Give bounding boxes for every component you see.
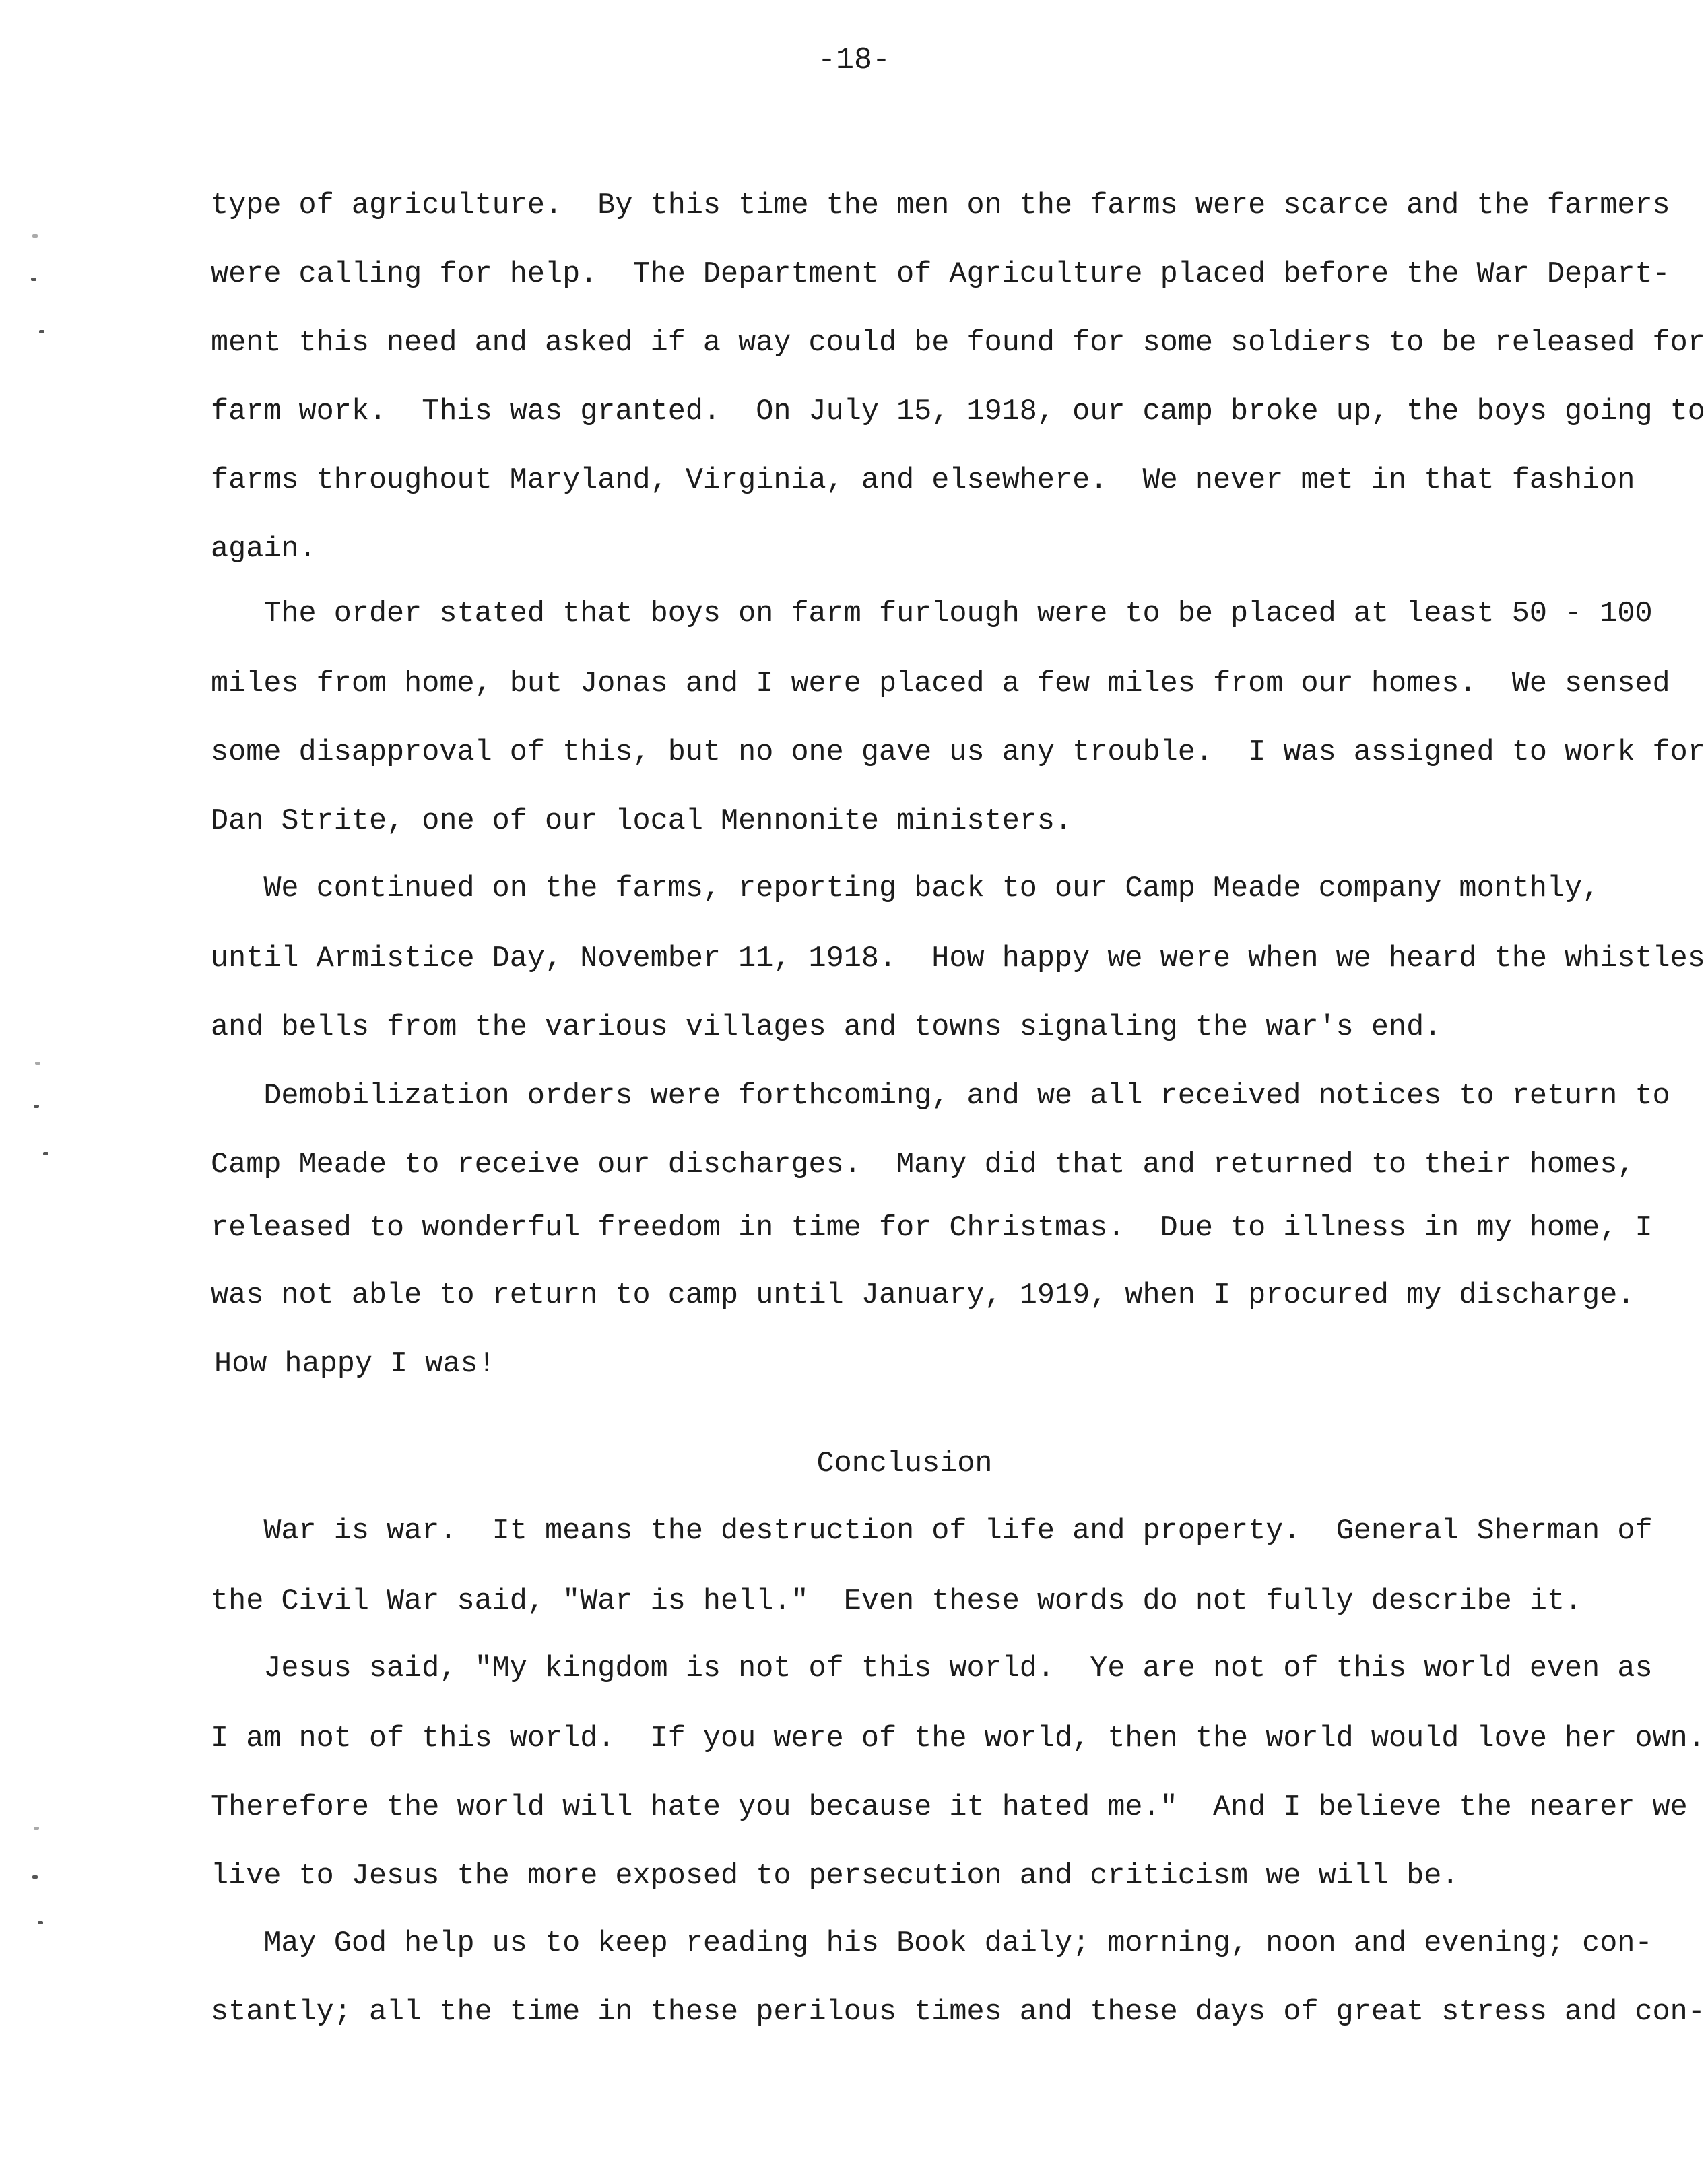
- body-text-line: I am not of this world. If you were of the world, then the world would love her own.: [211, 1722, 1705, 1755]
- body-text-line: some disapproval of this, but no one gave us any trouble. I was assigned to work for: [211, 736, 1705, 769]
- body-text-line: miles from home, but Jonas and I were placed a few miles from our homes. We sensed: [211, 668, 1670, 701]
- body-text-line: ment this need and asked if a way could be found for some soldiers to be released for: [211, 327, 1705, 360]
- margin-mark: [38, 1921, 43, 1924]
- body-text-line: Demobilization orders were forthcoming, and we all received notices to return to: [211, 1080, 1670, 1113]
- body-text-line: until Armistice Day, November 11, 1918. How happy we were when we heard the whistles: [211, 942, 1705, 975]
- body-text-line: How happy I was!: [214, 1348, 496, 1381]
- body-text-line: were calling for help. The Department of Agriculture placed before the War Depart-: [211, 258, 1670, 291]
- margin-mark: [39, 330, 44, 333]
- body-text-line: May God help us to keep reading his Book daily; morning, noon and evening; con-: [211, 1927, 1653, 1960]
- body-text-line: We continued on the farms, reporting back to our Camp Meade company monthly,: [211, 872, 1600, 905]
- body-text-line: type of agriculture. By this time the men on the farms were scarce and the farmers: [211, 189, 1670, 222]
- body-text-line: stantly; all the time in these perilous times and these days of great stress and con-: [211, 1996, 1705, 2029]
- body-text-line: the Civil War said, "War is hell." Even these words do not fully describe it.: [211, 1585, 1583, 1618]
- body-text-line: The order stated that boys on farm furlough were to be placed at least 50 - 100: [211, 597, 1653, 630]
- body-text-line: was not able to return to camp until January, 1919, when I procured my discharge.: [211, 1279, 1635, 1312]
- margin-mark: [31, 278, 36, 281]
- body-text-line: released to wonderful freedom in time for Christmas. Due to illness in my home, I: [211, 1212, 1653, 1245]
- body-text-line: Therefore the world will hate you because it hated me." And I believe the nearer we: [211, 1791, 1688, 1824]
- body-text-line: farm work. This was granted. On July 15, 1918, our camp broke up, the boys going to: [211, 395, 1705, 428]
- body-text-line: War is war. It means the destruction of life and property. General Sherman of: [211, 1515, 1653, 1548]
- body-text-line: again.: [211, 533, 317, 566]
- body-text-line: Camp Meade to receive our discharges. Many did that and returned to their homes,: [211, 1148, 1635, 1181]
- margin-mark: [43, 1152, 48, 1155]
- body-text-line: Dan Strite, one of our local Mennonite ministers.: [211, 805, 1073, 838]
- body-text-line: Jesus said, "My kingdom is not of this world. Ye are not of this world even as: [211, 1652, 1653, 1685]
- section-heading: Conclusion: [816, 1448, 993, 1481]
- margin-mark: [32, 234, 38, 238]
- body-text-line: farms throughout Maryland, Virginia, and elsewhere. We never met in that fashion: [211, 464, 1635, 497]
- margin-mark: [32, 1875, 38, 1879]
- margin-mark: [34, 1105, 39, 1108]
- margin-mark: [34, 1827, 39, 1830]
- body-text-line: live to Jesus the more exposed to persecution and criticism we will be.: [211, 1860, 1459, 1893]
- margin-mark: [35, 1062, 40, 1065]
- body-text-line: and bells from the various villages and towns signaling the war's end.: [211, 1011, 1442, 1044]
- page-number: -18-: [817, 43, 891, 77]
